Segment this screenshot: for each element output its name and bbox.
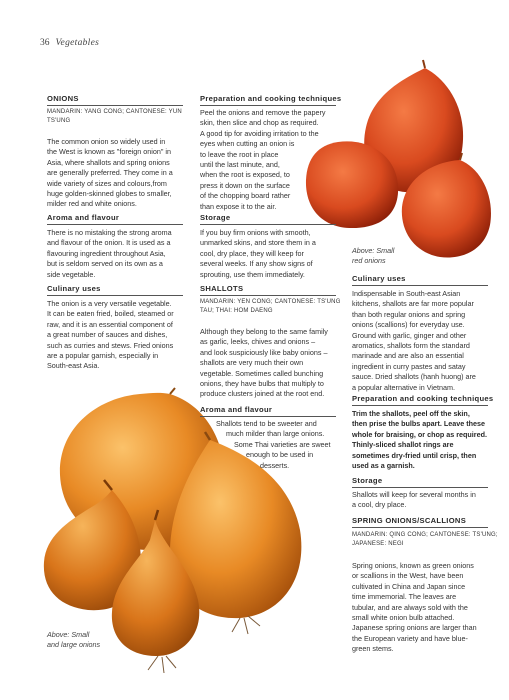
shallots-prep-heading: Preparation and cooking techniques (352, 394, 488, 406)
shallots-storage-text (352, 490, 497, 511)
text-line: enough to be used in (246, 450, 314, 460)
text-line: Asia, where shallots and spring onions (47, 157, 170, 167)
caption-line: Above: Small (352, 246, 395, 255)
text-line: Indispensable in South-east Asian (352, 289, 461, 298)
onions-names-line: TS'UNG (47, 118, 71, 124)
onions-aroma-heading: Aroma and flavour (47, 213, 183, 225)
text-line: until the last minute, and, (200, 160, 280, 170)
text-line: tubular, and are always sold with the (352, 602, 468, 612)
spring-onions-names (352, 531, 500, 549)
text-line: are generally preferred. They come in a (47, 168, 173, 178)
section-title: Vegetables (55, 38, 100, 48)
text-line: a cool, dry place. (352, 500, 407, 510)
text-line: or scallions in the West, have been (352, 571, 464, 581)
text-line: Some Thai varieties are sweet (234, 439, 331, 449)
text-line: unmarked skins, and store them in a (200, 238, 316, 248)
text-line: cool, dry place, they will keep for (200, 248, 304, 258)
onions-names (47, 108, 187, 126)
text-line: such as curries and stews. Fried onions (47, 340, 174, 350)
onions-storage-heading: Storage (200, 213, 336, 225)
text-line: and look suspiciously like baby onions – (200, 347, 328, 357)
shallots-culinary-heading: Culinary uses (352, 274, 488, 286)
text-line: whole for braising, or chop as required. (352, 429, 487, 439)
text-line: the European variety and have blue- (352, 633, 468, 643)
text-line: then prise the bulbs apart. Leave these (352, 419, 486, 429)
shallots-culinary-text (352, 289, 494, 393)
text-line: ingredient in curry pastes and satay (352, 361, 466, 371)
text-line: and flavour of the onion. It is used as a (47, 238, 171, 248)
text-line: the West is known as "foreign onion" in (47, 147, 172, 157)
caption-line: red onions (352, 256, 386, 265)
spring-onions-heading: SPRING ONIONS/SCALLIONS (352, 516, 488, 528)
text-line: If you buy firm onions with smooth, (200, 228, 311, 237)
shallots-aroma-text (214, 419, 344, 471)
text-line: huge golden-skinned globes to smaller, (47, 189, 172, 199)
text-line: sauce. Dried shallots (hanh huong) are (352, 372, 476, 382)
shallots-names-line: MANDARIN: YEN CONG; CANTONESE: TS'UNG (200, 299, 341, 305)
text-line: time immemorial. The leaves are (352, 592, 457, 602)
text-line: to leave the root in place (200, 149, 279, 159)
onions-names-line: MANDARIN: YANG CONG; CANTONESE: YUN (47, 109, 182, 115)
text-line: small white onion bulb attached. (352, 613, 455, 623)
text-line: sprouting, use them immediately. (200, 269, 305, 279)
shallots-names-line: TAU; THAI: HOM DAENG (200, 308, 273, 314)
text-line: The onion is a very versatile vegetable. (47, 299, 172, 308)
shallots-heading: SHALLOTS (200, 284, 336, 296)
text-line: marinade and are also an essential (352, 351, 464, 361)
text-line: Spring onions, known as green onions (352, 561, 474, 570)
shallots-names (200, 298, 345, 316)
text-line: of the chopping board rather (200, 191, 291, 201)
text-line: There is no mistaking the strong aroma (47, 228, 172, 237)
text-line: several weeks. If any show signs of (200, 259, 313, 269)
text-line: Japanese spring onions are larger than (352, 623, 477, 633)
spring-onions-intro (352, 561, 497, 655)
text-line: but is seldom served on its own as a (47, 259, 163, 269)
onions-culinary-text (47, 299, 189, 372)
text-line: milder red and white onions. (47, 199, 137, 209)
text-line: vegetable. Sometimes called bunching (200, 368, 324, 378)
text-line: much milder than large onions. (226, 429, 325, 439)
text-line: press it down on the surface (200, 180, 290, 190)
text-line: Trim the shallots, peel off the skin, (352, 409, 470, 418)
text-line: shallots are very much their own (200, 358, 304, 368)
spring-onions-names-line: MANDARIN: QING CONG; CANTONESE: TS'UNG; (352, 532, 498, 538)
text-line: South-east Asia. (47, 361, 100, 371)
text-line: It can be eaten fried, boiled, steamed or (47, 309, 174, 319)
text-line: side vegetable. (47, 269, 96, 279)
onions-heading: ONIONS (47, 94, 183, 106)
text-line: Ground with garlic, ginger and other (352, 330, 467, 340)
onions-aroma-text (47, 228, 189, 280)
text-line: are a popular garnish, especially in (47, 351, 159, 361)
caption-line: and large onions (47, 640, 101, 649)
text-line: wide variety of sizes and colours,from (47, 178, 167, 188)
text-line: sometimes dry-fried until crisp, then (352, 450, 477, 460)
text-line: as garlic, leeks, chives and onions – (200, 337, 316, 347)
text-line: Although they belong to the same family (200, 327, 328, 336)
shallots-intro (200, 327, 345, 400)
text-line: than expose it to the air. (200, 201, 277, 211)
text-line: used as a garnish. (352, 461, 415, 471)
onions-prep-heading: Preparation and cooking techniques (200, 94, 336, 106)
caption-large-onions (47, 630, 137, 650)
text-line: A good tip for avoiding irritation to the (200, 128, 319, 138)
text-line: onions, they have bulbs that multiply to (200, 379, 324, 389)
shallots-storage-heading: Storage (352, 476, 488, 488)
text-line: a popular alternative in Vietnam. (352, 382, 455, 392)
text-line: Shallots will keep for several months in (352, 490, 476, 499)
text-line: aromatics, shallots form the standard (352, 341, 470, 351)
text-line: eyes when cutting an onion is (200, 139, 295, 149)
text-line: when the root is exposed, to (200, 170, 290, 180)
shallots-prep-text (352, 409, 497, 471)
spring-onions-names-line: JAPANESE: NEGI (352, 541, 404, 547)
text-line: The common onion so widely used in (47, 137, 166, 146)
text-line: produce clusters joined at the root end. (200, 389, 325, 399)
text-line: Peel the onions and remove the papery (200, 108, 326, 117)
page-number: 36 (40, 38, 50, 48)
text-line: green stems. (352, 644, 394, 654)
text-line: than both regular onions and spring (352, 309, 466, 319)
text-line: a great number of sauces and dishes, (47, 330, 168, 340)
onions-storage-text (200, 228, 345, 280)
text-line: desserts. (260, 460, 290, 470)
text-line: cultivated in China and Japan since (352, 581, 466, 591)
onions-intro (47, 137, 189, 210)
text-line: kitchens, shallots are far more popular (352, 299, 474, 309)
text-line: Thinly-sliced shallot rings are (352, 440, 454, 450)
caption-red-onions (352, 246, 432, 266)
caption-line: Above: Small (47, 630, 90, 639)
text-line: flavouring ingredient throughout Asia, (47, 248, 166, 258)
text-line: skin, then slice and chop as required. (200, 118, 319, 128)
onions-culinary-heading: Culinary uses (47, 284, 183, 296)
shallots-aroma-heading: Aroma and flavour (200, 405, 336, 417)
onions-prep-text (200, 108, 345, 212)
text-line: raw, and it is an essential component of (47, 319, 173, 329)
text-line: Shallots tend to be sweeter and (216, 419, 317, 428)
text-line: onions (scallions) for everyday use. (352, 320, 465, 330)
